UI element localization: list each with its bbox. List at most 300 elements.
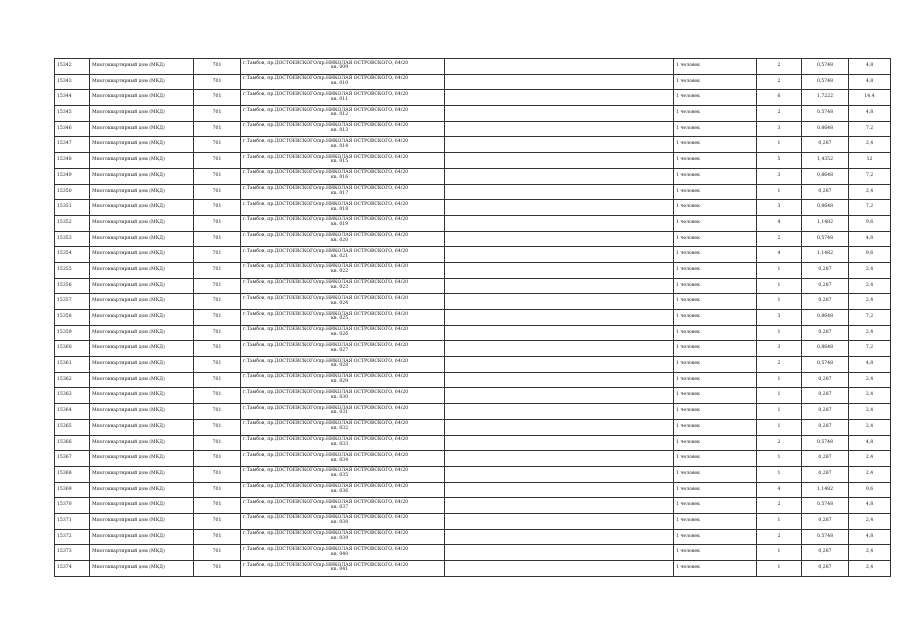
building-type-cell: Многоквартирный дом (МКД)	[90, 357, 194, 373]
residents-count-cell: 4	[757, 215, 802, 231]
address-apartment: кв. 035	[331, 473, 349, 479]
address-apartment: кв. 037	[331, 504, 349, 510]
service-code-cell: 701	[194, 482, 241, 498]
address-apartment: кв. 031	[331, 410, 349, 416]
residents-count-cell: 4	[757, 247, 802, 263]
address-cell	[241, 482, 445, 498]
building-type-cell: Многоквартирный дом (МКД)	[90, 90, 194, 106]
residents-count-cell: 2	[757, 498, 802, 514]
address-street: г.Тамбов, пр.ДОСТОЕВСКОГО/пр.НИКОЛАЯ ОСТРОВСКОГО, 64/20	[243, 186, 409, 192]
residents-count-cell: 1	[757, 561, 802, 577]
record-id-cell: 15356	[55, 278, 90, 294]
building-type-cell: Многоквартирный дом (МКД)	[90, 529, 194, 545]
volume-cell: 7,2	[849, 200, 891, 216]
coefficient-cell: 0,5748	[802, 59, 849, 75]
table-row	[55, 90, 891, 106]
residents-count-cell: 2	[757, 106, 802, 122]
service-code-cell: 701	[194, 388, 241, 404]
table-row	[55, 498, 891, 514]
address-apartment: кв. 021	[331, 253, 349, 259]
unit-cell: 1 человек	[674, 372, 757, 388]
address-street: г.Тамбов, пр.ДОСТОЕВСКОГО/пр.НИКОЛАЯ ОСТРОВСКОГО, 64/20	[243, 452, 409, 458]
address-cell	[241, 341, 445, 357]
coefficient-cell: 0,287	[802, 325, 849, 341]
unit-cell: 1 человек	[674, 341, 757, 357]
building-type-cell: Многоквартирный дом (МКД)	[90, 294, 194, 310]
record-id-cell: 15365	[55, 419, 90, 435]
address-apartment: кв. 034	[331, 457, 349, 463]
coefficient-cell: 0,5748	[802, 74, 849, 90]
volume-cell: 2,4	[849, 466, 891, 482]
address-apartment: кв. 015	[331, 159, 349, 165]
address-cell	[241, 231, 445, 247]
address-cell	[241, 357, 445, 373]
coefficient-cell: 0,287	[802, 372, 849, 388]
building-type-cell: Многоквартирный дом (МКД)	[90, 388, 194, 404]
coefficient-cell: 0,287	[802, 451, 849, 467]
address-apartment: кв. 022	[331, 269, 349, 275]
unit-cell: 1 человек	[674, 90, 757, 106]
residents-count-cell: 1	[757, 545, 802, 561]
service-code-cell: 701	[194, 513, 241, 529]
table-row	[55, 200, 891, 216]
empty-cell	[445, 121, 674, 137]
record-id-cell: 15362	[55, 372, 90, 388]
address-street: г.Тамбов, пр.ДОСТОЕВСКОГО/пр.НИКОЛАЯ ОСТРОВСКОГО, 64/20	[243, 437, 409, 443]
table-row	[55, 106, 891, 122]
residents-count-cell: 1	[757, 278, 802, 294]
volume-cell: 4,8	[849, 106, 891, 122]
volume-cell: 4,8	[849, 74, 891, 90]
unit-cell: 1 человек	[674, 498, 757, 514]
residents-count-cell: 1	[757, 137, 802, 153]
service-code-cell: 701	[194, 325, 241, 341]
building-type-cell: Многоквартирный дом (МКД)	[90, 325, 194, 341]
coefficient-cell: 1,4352	[802, 153, 849, 169]
address-street: г.Тамбов, пр.ДОСТОЕВСКОГО/пр.НИКОЛАЯ ОСТРОВСКОГО, 64/20	[243, 233, 409, 239]
unit-cell: 1 человек	[674, 388, 757, 404]
service-code-cell: 701	[194, 404, 241, 420]
record-id-cell: 15352	[55, 215, 90, 231]
address-apartment: кв. 024	[331, 300, 349, 306]
address-street: г.Тамбов, пр.ДОСТОЕВСКОГО/пр.НИКОЛАЯ ОСТРОВСКОГО, 64/20	[243, 499, 409, 505]
address-street: г.Тамбов, пр.ДОСТОЕВСКОГО/пр.НИКОЛАЯ ОСТРОВСКОГО, 64/20	[243, 91, 409, 97]
coefficient-cell: 0,8648	[802, 168, 849, 184]
empty-cell	[445, 262, 674, 278]
address-apartment: кв. 017	[331, 190, 349, 196]
empty-cell	[445, 482, 674, 498]
record-id-cell: 15369	[55, 482, 90, 498]
volume-cell: 2,4	[849, 137, 891, 153]
table-row	[55, 466, 891, 482]
building-type-cell: Многоквартирный дом (МКД)	[90, 513, 194, 529]
unit-cell: 1 человек	[674, 231, 757, 247]
address-street: г.Тамбов, пр.ДОСТОЕВСКОГО/пр.НИКОЛАЯ ОСТРОВСКОГО, 64/20	[243, 484, 409, 490]
record-id-cell: 15370	[55, 498, 90, 514]
record-id-cell: 15354	[55, 247, 90, 263]
table-row	[55, 451, 891, 467]
empty-cell	[445, 404, 674, 420]
volume-cell: 4,8	[849, 231, 891, 247]
address-apartment: кв. 026	[331, 332, 349, 338]
empty-cell	[445, 435, 674, 451]
service-code-cell: 701	[194, 74, 241, 90]
table-row	[55, 404, 891, 420]
residents-count-cell: 1	[757, 294, 802, 310]
residents-count-cell: 1	[757, 372, 802, 388]
record-id-cell: 15367	[55, 451, 90, 467]
address-cell	[241, 435, 445, 451]
coefficient-cell: 0,287	[802, 561, 849, 577]
coefficient-cell: 0,287	[802, 404, 849, 420]
address-street: г.Тамбов, пр.ДОСТОЕВСКОГО/пр.НИКОЛАЯ ОСТРОВСКОГО, 64/20	[243, 201, 409, 207]
residents-count-cell: 1	[757, 404, 802, 420]
volume-cell: 2,4	[849, 184, 891, 200]
residents-count-cell: 2	[757, 231, 802, 247]
address-cell	[241, 310, 445, 326]
unit-cell: 1 человек	[674, 529, 757, 545]
coefficient-cell: 0,287	[802, 294, 849, 310]
empty-cell	[445, 325, 674, 341]
residents-count-cell: 1	[757, 262, 802, 278]
residents-count-cell: 2	[757, 435, 802, 451]
coefficient-cell: 0,8648	[802, 341, 849, 357]
empty-cell	[445, 278, 674, 294]
address-apartment: кв. 029	[331, 379, 349, 385]
empty-cell	[445, 498, 674, 514]
residents-count-cell: 6	[757, 90, 802, 106]
coefficient-cell: 0,5748	[802, 529, 849, 545]
address-apartment: кв. 039	[331, 535, 349, 541]
empty-cell	[445, 74, 674, 90]
table-row	[55, 513, 891, 529]
empty-cell	[445, 184, 674, 200]
address-cell	[241, 561, 445, 577]
table-row	[55, 74, 891, 90]
address-cell	[241, 247, 445, 263]
address-apartment: кв. 018	[331, 206, 349, 212]
unit-cell: 1 человек	[674, 419, 757, 435]
table-row	[55, 184, 891, 200]
residents-count-cell: 3	[757, 200, 802, 216]
record-id-cell: 15349	[55, 168, 90, 184]
address-street: г.Тамбов, пр.ДОСТОЕВСКОГО/пр.НИКОЛАЯ ОСТРОВСКОГО, 64/20	[243, 138, 409, 144]
record-id-cell: 15344	[55, 90, 90, 106]
address-street: г.Тамбов, пр.ДОСТОЕВСКОГО/пр.НИКОЛАЯ ОСТРОВСКОГО, 64/20	[243, 311, 409, 317]
address-cell	[241, 262, 445, 278]
volume-cell: 2,4	[849, 294, 891, 310]
empty-cell	[445, 451, 674, 467]
address-street: г.Тамбов, пр.ДОСТОЕВСКОГО/пр.НИКОЛАЯ ОСТРОВСКОГО, 64/20	[243, 123, 409, 129]
building-type-cell: Многоквартирный дом (МКД)	[90, 341, 194, 357]
table-row	[55, 231, 891, 247]
building-type-cell: Многоквартирный дом (МКД)	[90, 215, 194, 231]
table-row	[55, 529, 891, 545]
building-type-cell: Многоквартирный дом (МКД)	[90, 121, 194, 137]
address-apartment: кв. 040	[331, 551, 349, 557]
record-id-cell: 15366	[55, 435, 90, 451]
service-code-cell: 701	[194, 294, 241, 310]
table-row	[55, 137, 891, 153]
volume-cell: 2,4	[849, 545, 891, 561]
address-apartment: кв. 010	[331, 81, 349, 87]
building-type-cell: Многоквартирный дом (МКД)	[90, 247, 194, 263]
empty-cell	[445, 529, 674, 545]
coefficient-cell: 0,287	[802, 262, 849, 278]
address-apartment: кв. 033	[331, 441, 349, 447]
address-apartment: кв. 025	[331, 316, 349, 322]
address-cell	[241, 278, 445, 294]
residents-count-cell: 5	[757, 153, 802, 169]
unit-cell: 1 человек	[674, 278, 757, 294]
residents-count-cell: 3	[757, 341, 802, 357]
unit-cell: 1 человек	[674, 513, 757, 529]
volume-cell: 2,4	[849, 278, 891, 294]
coefficient-cell: 1,1482	[802, 215, 849, 231]
unit-cell: 1 человек	[674, 451, 757, 467]
building-type-cell: Многоквартирный дом (МКД)	[90, 184, 194, 200]
address-street: г.Тамбов, пр.ДОСТОЕВСКОГО/пр.НИКОЛАЯ ОСТРОВСКОГО, 64/20	[243, 515, 409, 521]
address-cell	[241, 121, 445, 137]
service-code-cell: 701	[194, 215, 241, 231]
table-row	[55, 310, 891, 326]
address-cell	[241, 168, 445, 184]
unit-cell: 1 человек	[674, 137, 757, 153]
record-id-cell: 15372	[55, 529, 90, 545]
unit-cell: 1 человек	[674, 357, 757, 373]
address-cell	[241, 200, 445, 216]
building-type-cell: Многоквартирный дом (МКД)	[90, 262, 194, 278]
record-id-cell: 15355	[55, 262, 90, 278]
table-row	[55, 482, 891, 498]
service-code-cell: 701	[194, 121, 241, 137]
coefficient-cell: 0,8648	[802, 121, 849, 137]
consumption-table	[54, 58, 891, 577]
service-code-cell: 701	[194, 168, 241, 184]
volume-cell: 4,8	[849, 498, 891, 514]
table-row	[55, 419, 891, 435]
coefficient-cell: 0,8648	[802, 310, 849, 326]
residents-count-cell: 1	[757, 325, 802, 341]
address-cell	[241, 294, 445, 310]
building-type-cell: Многоквартирный дом (МКД)	[90, 168, 194, 184]
service-code-cell: 701	[194, 90, 241, 106]
unit-cell: 1 человек	[674, 121, 757, 137]
record-id-cell: 15374	[55, 561, 90, 577]
address-street: г.Тамбов, пр.ДОСТОЕВСКОГО/пр.НИКОЛАЯ ОСТРОВСКОГО, 64/20	[243, 374, 409, 380]
address-cell	[241, 137, 445, 153]
table-row	[55, 388, 891, 404]
service-code-cell: 701	[194, 262, 241, 278]
table-row	[55, 278, 891, 294]
address-apartment: кв. 028	[331, 363, 349, 369]
table-row	[55, 168, 891, 184]
service-code-cell: 701	[194, 357, 241, 373]
unit-cell: 1 человек	[674, 325, 757, 341]
coefficient-cell: 0,287	[802, 466, 849, 482]
unit-cell: 1 человек	[674, 545, 757, 561]
address-cell	[241, 545, 445, 561]
address-street: г.Тамбов, пр.ДОСТОЕВСКОГО/пр.НИКОЛАЯ ОСТРОВСКОГО, 64/20	[243, 264, 409, 270]
address-street: г.Тамбов, пр.ДОСТОЕВСКОГО/пр.НИКОЛАЯ ОСТРОВСКОГО, 64/20	[243, 389, 409, 395]
service-code-cell: 701	[194, 59, 241, 75]
empty-cell	[445, 200, 674, 216]
address-street: г.Тамбов, пр.ДОСТОЕВСКОГО/пр.НИКОЛАЯ ОСТРОВСКОГО, 64/20	[243, 358, 409, 364]
coefficient-cell: 0,287	[802, 278, 849, 294]
volume-cell: 14,4	[849, 90, 891, 106]
address-cell	[241, 90, 445, 106]
table-row	[55, 215, 891, 231]
table-row	[55, 561, 891, 577]
volume-cell: 4,8	[849, 357, 891, 373]
building-type-cell: Многоквартирный дом (МКД)	[90, 451, 194, 467]
unit-cell: 1 человек	[674, 74, 757, 90]
table-row	[55, 262, 891, 278]
address-street: г.Тамбов, пр.ДОСТОЕВСКОГО/пр.НИКОЛАЯ ОСТРОВСКОГО, 64/20	[243, 217, 409, 223]
coefficient-cell: 1,1482	[802, 482, 849, 498]
volume-cell: 2,4	[849, 419, 891, 435]
building-type-cell: Многоквартирный дом (МКД)	[90, 74, 194, 90]
address-apartment: кв. 016	[331, 175, 349, 181]
residents-count-cell: 2	[757, 357, 802, 373]
volume-cell: 2,4	[849, 561, 891, 577]
address-apartment: кв. 013	[331, 128, 349, 134]
building-type-cell: Многоквартирный дом (МКД)	[90, 482, 194, 498]
table-row	[55, 545, 891, 561]
address-street: г.Тамбов, пр.ДОСТОЕВСКОГО/пр.НИКОЛАЯ ОСТРОВСКОГО, 64/20	[243, 342, 409, 348]
volume-cell: 2,4	[849, 325, 891, 341]
empty-cell	[445, 294, 674, 310]
address-street: г.Тамбов, пр.ДОСТОЕВСКОГО/пр.НИКОЛАЯ ОСТРОВСКОГО, 64/20	[243, 421, 409, 427]
address-street: г.Тамбов, пр.ДОСТОЕВСКОГО/пр.НИКОЛАЯ ОСТРОВСКОГО, 64/20	[243, 295, 409, 301]
service-code-cell: 701	[194, 529, 241, 545]
coefficient-cell: 0,5748	[802, 435, 849, 451]
address-cell	[241, 184, 445, 200]
address-street: г.Тамбов, пр.ДОСТОЕВСКОГО/пр.НИКОЛАЯ ОСТРОВСКОГО, 64/20	[243, 562, 409, 568]
coefficient-cell: 0,8648	[802, 200, 849, 216]
address-cell	[241, 419, 445, 435]
building-type-cell: Многоквартирный дом (МКД)	[90, 59, 194, 75]
table-row	[55, 294, 891, 310]
empty-cell	[445, 545, 674, 561]
coefficient-cell: 0,5748	[802, 498, 849, 514]
unit-cell: 1 человек	[674, 262, 757, 278]
address-street: г.Тамбов, пр.ДОСТОЕВСКОГО/пр.НИКОЛАЯ ОСТРОВСКОГО, 64/20	[243, 327, 409, 333]
address-apartment: кв. 020	[331, 237, 349, 243]
record-id-cell: 15353	[55, 231, 90, 247]
coefficient-cell: 1,1482	[802, 247, 849, 263]
residents-count-cell: 1	[757, 451, 802, 467]
table-row	[55, 247, 891, 263]
coefficient-cell: 0,5748	[802, 357, 849, 373]
record-id-cell: 15373	[55, 545, 90, 561]
residents-count-cell: 2	[757, 529, 802, 545]
address-street: г.Тамбов, пр.ДОСТОЕВСКОГО/пр.НИКОЛАЯ ОСТРОВСКОГО, 64/20	[243, 546, 409, 552]
service-code-cell: 701	[194, 106, 241, 122]
volume-cell: 9,6	[849, 247, 891, 263]
address-street: г.Тамбов, пр.ДОСТОЕВСКОГО/пр.НИКОЛАЯ ОСТРОВСКОГО, 64/20	[243, 107, 409, 113]
empty-cell	[445, 106, 674, 122]
unit-cell: 1 человек	[674, 482, 757, 498]
unit-cell: 1 человек	[674, 153, 757, 169]
volume-cell: 7,2	[849, 310, 891, 326]
volume-cell: 4,8	[849, 59, 891, 75]
table-row	[55, 435, 891, 451]
empty-cell	[445, 561, 674, 577]
address-street: г.Тамбов, пр.ДОСТОЕВСКОГО/пр.НИКОЛАЯ ОСТРОВСКОГО, 64/20	[243, 170, 409, 176]
record-id-cell: 15345	[55, 106, 90, 122]
address-apartment: кв. 019	[331, 222, 349, 228]
residents-count-cell: 2	[757, 59, 802, 75]
empty-cell	[445, 215, 674, 231]
building-type-cell: Многоквартирный дом (МКД)	[90, 231, 194, 247]
address-cell	[241, 388, 445, 404]
record-id-cell: 15351	[55, 200, 90, 216]
record-id-cell: 15368	[55, 466, 90, 482]
empty-cell	[445, 310, 674, 326]
empty-cell	[445, 231, 674, 247]
coefficient-cell: 0,287	[802, 184, 849, 200]
address-cell	[241, 513, 445, 529]
record-id-cell: 15360	[55, 341, 90, 357]
residents-count-cell: 3	[757, 310, 802, 326]
empty-cell	[445, 153, 674, 169]
empty-cell	[445, 137, 674, 153]
address-cell	[241, 451, 445, 467]
address-cell	[241, 325, 445, 341]
building-type-cell: Многоквартирный дом (МКД)	[90, 498, 194, 514]
volume-cell: 7,2	[849, 121, 891, 137]
table-row	[55, 357, 891, 373]
volume-cell: 9,6	[849, 215, 891, 231]
coefficient-cell: 0,5748	[802, 231, 849, 247]
empty-cell	[445, 419, 674, 435]
service-code-cell: 701	[194, 498, 241, 514]
coefficient-cell: 0,287	[802, 419, 849, 435]
coefficient-cell: 0,287	[802, 545, 849, 561]
coefficient-cell: 0,287	[802, 388, 849, 404]
address-street: г.Тамбов, пр.ДОСТОЕВСКОГО/пр.НИКОЛАЯ ОСТРОВСКОГО, 64/20	[243, 248, 409, 254]
unit-cell: 1 человек	[674, 184, 757, 200]
residents-count-cell: 1	[757, 419, 802, 435]
building-type-cell: Многоквартирный дом (МКД)	[90, 419, 194, 435]
address-apartment: кв. 032	[331, 426, 349, 432]
volume-cell: 9,6	[849, 482, 891, 498]
volume-cell: 2,4	[849, 388, 891, 404]
address-street: г.Тамбов, пр.ДОСТОЕВСКОГО/пр.НИКОЛАЯ ОСТРОВСКОГО, 64/20	[243, 76, 409, 82]
address-cell	[241, 153, 445, 169]
address-street: г.Тамбов, пр.ДОСТОЕВСКОГО/пр.НИКОЛАЯ ОСТРОВСКОГО, 64/20	[243, 405, 409, 411]
building-type-cell: Многоквартирный дом (МКД)	[90, 404, 194, 420]
residents-count-cell: 4	[757, 482, 802, 498]
record-id-cell: 15346	[55, 121, 90, 137]
unit-cell: 1 человек	[674, 466, 757, 482]
record-id-cell: 15357	[55, 294, 90, 310]
address-apartment: кв. 030	[331, 394, 349, 400]
record-id-cell: 15363	[55, 388, 90, 404]
empty-cell	[445, 372, 674, 388]
table-row	[55, 372, 891, 388]
volume-cell: 2,4	[849, 513, 891, 529]
address-cell	[241, 59, 445, 75]
unit-cell: 1 человек	[674, 200, 757, 216]
address-apartment: кв. 009	[331, 65, 349, 71]
unit-cell: 1 человек	[674, 168, 757, 184]
building-type-cell: Многоквартирный дом (МКД)	[90, 200, 194, 216]
address-apartment: кв. 023	[331, 284, 349, 290]
address-apartment: кв. 038	[331, 520, 349, 526]
unit-cell: 1 человек	[674, 215, 757, 231]
